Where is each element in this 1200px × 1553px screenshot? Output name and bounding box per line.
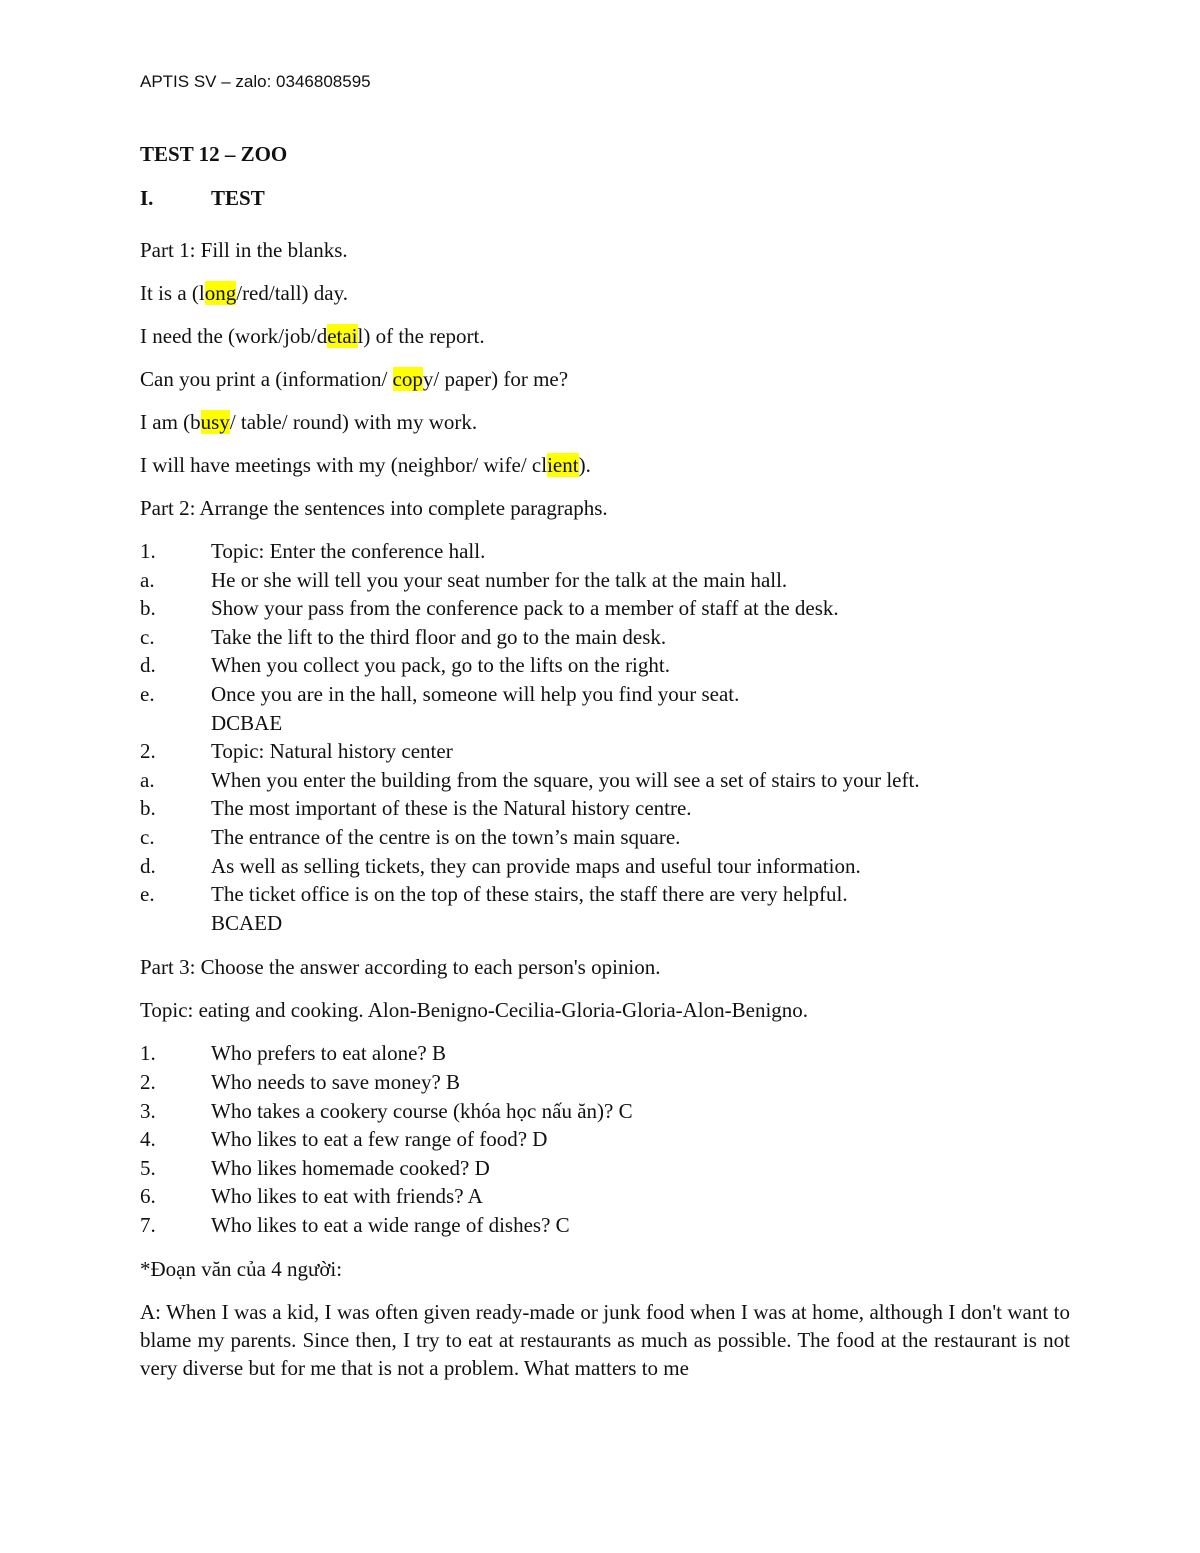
page-header: APTIS SV – zalo: 0346808595	[140, 72, 371, 91]
list-item	[140, 823, 1070, 852]
section-heading	[140, 184, 1070, 212]
list-marker: e.	[140, 681, 155, 706]
part1-line	[140, 365, 1070, 393]
list-text: Who likes homemade cooked? D	[211, 1155, 490, 1180]
list-marker: 7.	[140, 1212, 156, 1237]
line-text: y/ paper) for me?	[422, 367, 569, 391]
highlighted-answer: cop	[392, 367, 423, 391]
list-item	[140, 594, 1070, 623]
list-item	[140, 680, 1070, 709]
list-marker	[140, 709, 211, 738]
highlighted-answer: usy	[200, 410, 230, 434]
list-item	[140, 737, 1070, 766]
list-item	[140, 766, 1070, 795]
list-text: When you collect you pack, go to the lifts on the right.	[211, 653, 670, 678]
list-text: Once you are in the hall, someone will help you find your seat.	[211, 681, 740, 706]
part1-lines	[140, 279, 1070, 479]
part1-line	[140, 279, 1070, 307]
part1-line	[140, 451, 1070, 479]
part3-list	[140, 1039, 1070, 1239]
list-text: The entrance of the centre is on the town’s main square.	[211, 824, 681, 849]
list-item	[140, 1097, 1070, 1126]
list-item	[140, 794, 1070, 823]
list-text: He or she will tell you your seat number for the talk at the main hall.	[211, 567, 788, 592]
list-text: As well as selling tickets, they can provide maps and useful tour information.	[211, 853, 861, 878]
list-text: Show your pass from the conference pack to a member of staff at the desk.	[211, 596, 839, 621]
list-marker	[140, 909, 211, 938]
list-text: Who likes to eat with friends? A	[211, 1184, 483, 1209]
list-item	[140, 1068, 1070, 1097]
list-text: The most important of these is the Natural history centre.	[211, 796, 692, 821]
list-marker: b.	[140, 596, 156, 621]
list-text: Who likes to eat a wide range of dishes? C	[211, 1212, 570, 1237]
list-item	[140, 1039, 1070, 1068]
list-marker: c.	[140, 624, 155, 649]
list-marker: d.	[140, 653, 156, 678]
list-text: Topic: Enter the conference hall.	[211, 539, 486, 563]
section-number: I.	[140, 186, 154, 210]
list-item	[140, 1125, 1070, 1154]
line-text: I am (b	[140, 410, 201, 434]
list-text: Who likes to eat a few range of food? D	[211, 1127, 548, 1152]
list-marker: 4.	[140, 1127, 156, 1152]
list-item	[140, 880, 1070, 909]
list-item	[140, 1154, 1070, 1183]
list-text: Take the lift to the third floor and go to the main desk.	[211, 624, 667, 649]
list-item	[140, 537, 1070, 566]
list-text: Topic: Natural history center	[211, 739, 453, 764]
line-text: It is a (l	[140, 281, 205, 305]
list-text: Who takes a cookery course (khóa học nấu ăn)? C	[211, 1098, 633, 1123]
list-marker: 2.	[140, 1069, 156, 1094]
list-marker: 1.	[140, 1041, 156, 1066]
list-marker: a.	[140, 567, 155, 592]
line-text: Can you print a (information/	[140, 367, 393, 391]
list-item	[140, 651, 1070, 680]
line-text: I will have meetings with my (neighbor/ wife/ cl	[140, 453, 548, 477]
line-text: I need the (work/job/d	[140, 324, 328, 348]
highlighted-answer: ong	[204, 281, 237, 305]
line-text: / table/ round) with my work.	[229, 410, 478, 434]
section-label: TEST	[211, 186, 265, 210]
highlighted-answer: etai	[327, 324, 358, 348]
part1-line	[140, 408, 1070, 436]
line-text: ).	[578, 453, 591, 477]
list-marker: b.	[140, 796, 156, 821]
list-text: Who prefers to eat alone? B	[211, 1041, 446, 1066]
list-marker: 1.	[140, 539, 156, 563]
list-marker: 6.	[140, 1184, 156, 1209]
list-item	[140, 709, 1070, 738]
part3-topic: Topic: eating and cooking. Alon-Benigno-Cecilia-Gloria-Gloria-Alon-Benigno.	[140, 998, 809, 1023]
list-marker: d.	[140, 853, 156, 878]
list-marker: 3.	[140, 1098, 156, 1123]
document-body	[140, 140, 1070, 1382]
line-text: l) of the report.	[357, 324, 485, 348]
list-text: The ticket office is on the top of these stairs, the staff there are very helpful.	[211, 882, 848, 907]
list-item	[140, 1211, 1070, 1240]
list-text: DCBAE	[211, 710, 283, 735]
document-title: TEST 12 – ZOO	[140, 142, 288, 166]
passage-a: A: When I was a kid, I was often given ready-made or junk food when I was at home, although I don't want to blame my parents. Since then, I try to eat at restaurants as much as possible. The food at the restaurant is not very diverse but for me that is not a problem. What matters to me	[140, 1300, 1070, 1381]
part2-list	[140, 537, 1070, 937]
list-item	[140, 566, 1070, 595]
part1-line	[140, 322, 1070, 350]
line-text: /red/tall) day.	[236, 281, 348, 305]
list-marker: a.	[140, 767, 155, 792]
highlighted-answer: ient	[547, 453, 579, 477]
list-item	[140, 852, 1070, 881]
list-text: Who needs to save money? B	[211, 1069, 461, 1094]
part2-heading: Part 2: Arrange the sentences into complete paragraphs.	[140, 496, 608, 520]
list-marker: e.	[140, 882, 155, 907]
list-marker: 5.	[140, 1155, 156, 1180]
passage-heading: *Đoạn văn của 4 người:	[140, 1257, 343, 1282]
part3-heading: Part 3: Choose the answer according to each person's opinion.	[140, 955, 661, 980]
list-item	[140, 1182, 1070, 1211]
part1-heading: Part 1: Fill in the blanks.	[140, 238, 348, 262]
list-item	[140, 623, 1070, 652]
list-marker: c.	[140, 824, 155, 849]
list-item	[140, 909, 1070, 938]
list-marker: 2.	[140, 739, 156, 764]
list-text: BCAED	[211, 910, 283, 935]
list-text: When you enter the building from the square, you will see a set of stairs to your left.	[211, 767, 920, 792]
